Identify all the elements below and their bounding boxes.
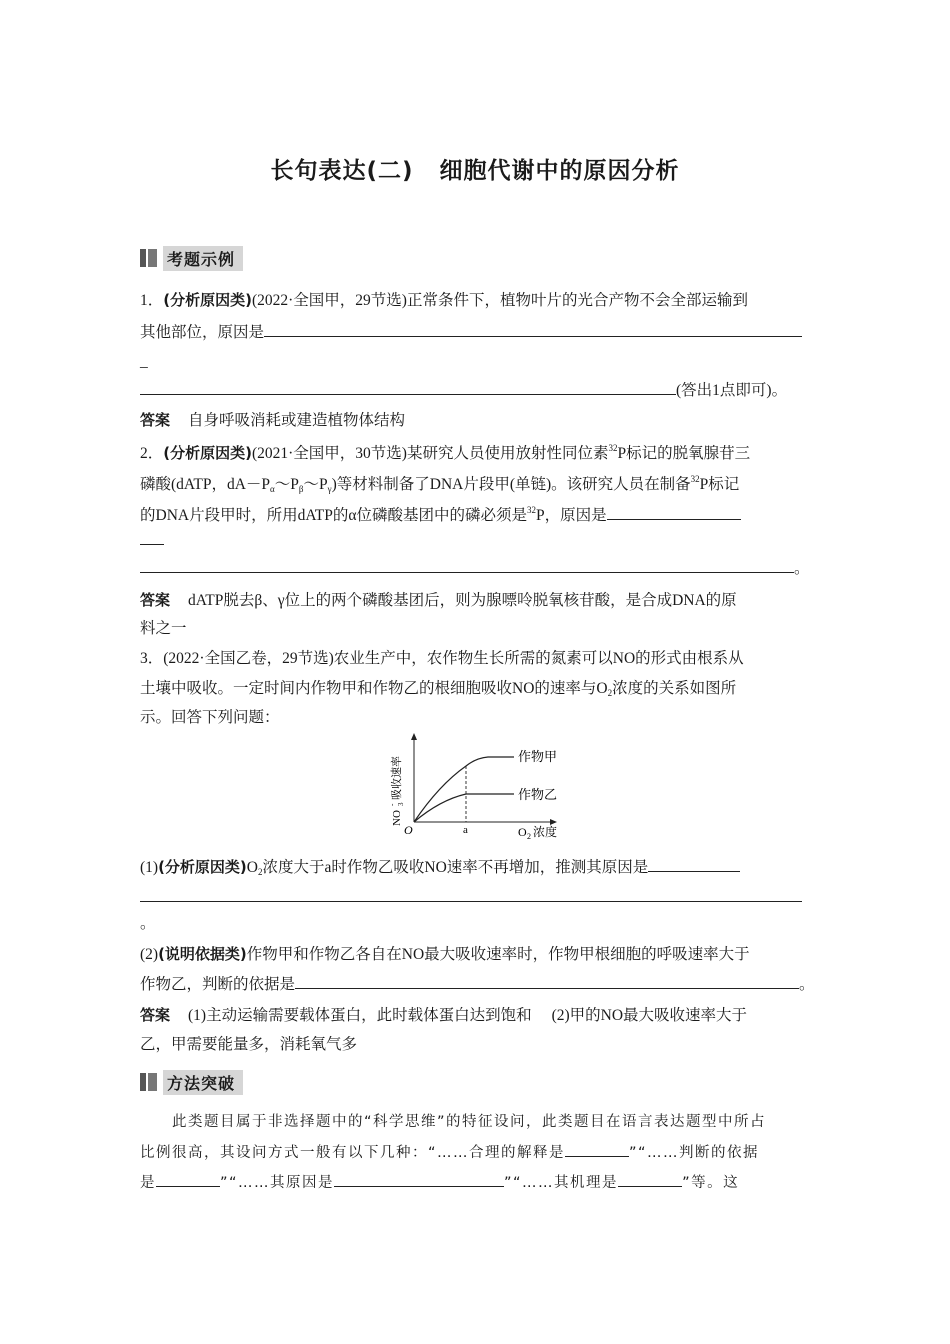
q2-line3: 的DNA片段甲时，所用dATP的α位磷酸基团中的磷必须是$^{32}$P，原因是: [140, 500, 741, 526]
svg-text:3: 3: [397, 802, 405, 806]
q3-sub1-blank-2[interactable]: [140, 887, 802, 902]
q3-sub2-tag: (说明依据类): [158, 945, 247, 963]
q2-line2: 磷酸(dATP，$dA-P_\alpha\sim P_\beta\sim P_\gamma$)等材料制备了DNA片段甲(单链)。该研究人员在制备$^{32}$P标记: [140, 474, 740, 494]
q2-answer-line2: 料之一: [140, 620, 187, 637]
q3-sub2-blank[interactable]: [295, 974, 799, 989]
series-label-yi: 作物乙: [518, 788, 558, 803]
q2-tag: (分析原因类): [163, 444, 252, 462]
no-uptake-chart: [384, 730, 574, 842]
q2-line5: 。: [140, 558, 810, 579]
method-line3: 是 ”“……其原因是 ”“……其机理是 ”等。这: [140, 1172, 739, 1193]
svg-text:O: O: [518, 825, 527, 839]
q3-sub1-line1: (1)(分析原因类)$O_2$浓度大于a时作物乙吸收NO速率不再增加，推测其原因是: [140, 857, 740, 882]
q3-line3: 示。回答下列问题：: [140, 709, 280, 726]
method-blank-3[interactable]: [334, 1172, 504, 1187]
answer-label: 答案: [140, 1006, 171, 1024]
q3-line2: 土壤中吸收。一定时间内作物甲和作物乙的根细胞吸收NO的速率与$O_2$浓度的关系如图所: [140, 680, 737, 698]
q1-answer: 答案 自身呼吸消耗或建造植物体结构: [140, 411, 406, 429]
q2-blank-3[interactable]: [140, 558, 794, 573]
q2-line4: [140, 530, 164, 551]
q3-answer-line2: 乙，甲需要能量多，消耗氧气多: [140, 1036, 358, 1053]
title-part2: 细胞代谢中的原因分析: [439, 158, 680, 184]
q1-tag: (分析原因类): [163, 291, 252, 309]
y-axis-label: [388, 756, 405, 826]
q3-sub2-line2: 作物乙，判断的依据是 。: [140, 976, 815, 993]
x-tick-a: a: [463, 824, 468, 836]
title-part1: 长句表达(二): [270, 158, 414, 184]
q2-blank-1[interactable]: [607, 505, 741, 520]
section-header-examples: [140, 247, 243, 269]
answer-label: 答案: [140, 591, 171, 609]
method-blank-4[interactable]: [618, 1172, 682, 1187]
q1-line4: (答出1点即可)。: [140, 380, 787, 401]
method-blank-2[interactable]: [156, 1172, 220, 1187]
svg-text:NO: NO: [391, 810, 403, 826]
series-label-jia: 作物甲: [518, 750, 558, 765]
origin-label: O: [404, 823, 413, 837]
q1-blank-1[interactable]: [264, 322, 802, 337]
page-title: [0, 152, 950, 185]
y-axis: [411, 733, 417, 822]
q3-line1: 3．(2022·全国乙卷，29节选)农业生产中，农作物生长所需的氮素可以NO的形式由根系从: [140, 650, 744, 667]
svg-text:吸收速率: 吸收速率: [390, 756, 403, 800]
q1-line2: 其他部位，原因是: [140, 322, 802, 343]
q3-answer-line1: 答案 (1)主动运输需要载体蛋白，此时载体蛋白达到饱和 (2)甲的NO最大吸收速率大于: [140, 1006, 748, 1024]
q2-line1: 2．(分析原因类)(2021·全国甲，30节选)某研究人员使用放射性同位素$^{32}$P标记的脱氧腺苷三: [140, 443, 751, 462]
q2-answer-line1: 答案 dATP脱去β、γ位上的两个磷酸基团后，则为腺嘌呤脱氧核苷酸，是合成DNA的原: [140, 591, 737, 609]
section-label: 方法突破: [163, 1070, 243, 1095]
section-label: 考题示例: [163, 246, 243, 271]
answer-label: 答案: [140, 411, 171, 429]
q3-sub1-tag: (分析原因类): [158, 858, 247, 876]
section-marker-icon: [140, 1073, 159, 1091]
section-marker-icon: [140, 249, 159, 267]
method-line2: 比例很高，其设问方式一般有以下几种：“……合理的解释是 ”“……判断的依据: [140, 1142, 759, 1163]
q1-line3: _: [140, 353, 148, 370]
svg-text:浓度: 浓度: [533, 825, 558, 839]
series-crop-yi: [414, 794, 514, 822]
section-header-method: [140, 1071, 243, 1093]
method-blank-1[interactable]: [565, 1142, 629, 1157]
x-axis-label: [518, 824, 557, 841]
q3-sub2-line1: (2)(说明依据类)作物甲和作物乙各自在NO最大吸收速率时，作物甲根细胞的呼吸速率大于: [140, 945, 750, 963]
svg-text:-: -: [388, 803, 396, 806]
q3-sub1-line2: [140, 887, 802, 908]
q2-blank-2[interactable]: [140, 530, 164, 545]
q1-blank-2[interactable]: [140, 380, 676, 395]
svg-text:2: 2: [527, 832, 531, 841]
q3-sub1-line3: 。: [140, 915, 156, 932]
method-line1: 此类题目属于非选择题中的“科学思维”的特征设问，此类题目在语言表达题型中所占: [172, 1114, 767, 1130]
series-crop-jia: [414, 757, 514, 822]
q3-sub1-blank-1[interactable]: [648, 857, 740, 872]
q1-line1: 1．(分析原因类)(2022·全国甲，29节选)正常条件下，植物叶片的光合产物不会全部运输到: [140, 291, 748, 309]
